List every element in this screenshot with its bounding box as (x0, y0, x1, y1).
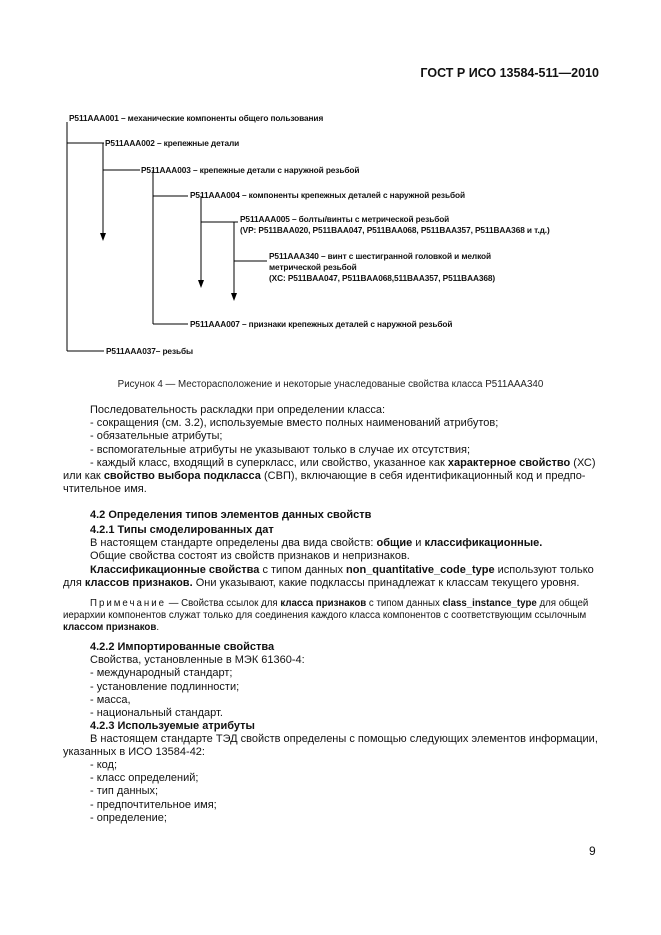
list-item: - обязательные атрибуты; (90, 430, 223, 443)
section-4-2-2-title: 4.2.2 Импортированные свойства (90, 641, 275, 653)
section-4-2-1-title: 4.2.1 Типы смоделированных дат (90, 524, 274, 536)
section-4-2-3-title: 4.2.3 Используемые атрибуты (90, 720, 255, 733)
node-p511aaa340-line2: метрической резьбой (269, 262, 357, 272)
paragraph: Общие свойства состоят из свойств признаков и непризнаков. (90, 550, 410, 563)
node-p511aaa004: P511AAA004 – компоненты крепежных деталей с наружной резьбой (190, 190, 465, 200)
node-p511aaa002: P511AAA002 – крепежные детали (105, 138, 240, 148)
document-header: ГОСТ Р ИСО 13584-511—2010 (420, 66, 599, 80)
list-item: - тип данных; (90, 785, 159, 798)
list-item: - установление подлинности; (90, 680, 240, 693)
node-p511aaa340: P511AAA340 – винт с шестигранной головкой и мелкой (269, 251, 491, 261)
paragraph-continued: для классов признаков. Они указывают, какие подклассы принадлежат к классам текущего уровня. (63, 577, 580, 589)
list-item: - каждый класс, входящий в суперкласс, или свойство, указанное как характерное свойство (ХС) (90, 456, 596, 469)
list-item: - масса, (90, 693, 131, 706)
list-item-continued: чтительное имя. (63, 483, 147, 496)
arrow-head-1 (100, 233, 106, 241)
section-4-2-title: 4.2 Определения типов элементов данных свойств (90, 509, 372, 521)
node-p511aaa001: P511AAA001 – механические компоненты общего пользования (69, 113, 324, 123)
node-p511aaa003: P511AAA003 – крепежные детали с наружной резьбой (141, 165, 360, 175)
paragraph: Свойства, установленные в МЭК 61360-4: (90, 654, 305, 667)
attributes-list (90, 759, 602, 825)
intro-section (90, 404, 602, 470)
list-item: - национальный стандарт. (90, 707, 223, 720)
paragraph: В настоящем стандарте определены два вида свойств: общие и классификационные. (90, 537, 543, 550)
list-item: - предпочтительное имя; (90, 798, 217, 811)
arrow-head-3 (231, 293, 237, 301)
list-item: - вспомогательные атрибуты не указывают только в случае их отсутствия; (90, 443, 471, 456)
node-p511aaa340-xc: (XC: P511BAA047, P511BAA068,511BAA357, P511BAA368) (269, 273, 496, 283)
list-item: - сокращения (см. 3.2), используемые вместо полных наименований атрибутов; (90, 417, 499, 430)
intro-paragraph: Последовательность раскладки при определении класса: (90, 404, 386, 416)
paragraph: В настоящем стандарте ТЭД свойств определены с помощью следующих элементов информации, (90, 733, 598, 746)
arrow-head-2 (198, 280, 204, 288)
note-block: Примечание — Свойства ссылок для класса признаков с типом данных class_instance_type для общей (90, 598, 589, 609)
list-item: - определение; (90, 811, 167, 824)
list-item: - международный стандарт; (90, 667, 233, 680)
note-continued: иерархии компонентов служат только для соединения каждого класса компонентов с соответствующим ссылочным классом признаков. (63, 610, 587, 633)
list-item-continued: или как свойство выбора подкласса (СВП), включающие в себя идентификационный код и предпо- (63, 470, 586, 482)
paragraph: Классификационные свойства с типом данных non_quantitative_code_type используют только (90, 563, 594, 576)
node-p511aaa007: P511AAA007 – признаки крепежных деталей с наружной резьбой (190, 319, 453, 329)
list-item: - класс определений; (90, 772, 199, 785)
intro-continuation (63, 470, 603, 496)
node-p511aaa037: P511AAA037– резьбы (106, 346, 193, 356)
section-4-2-2 (90, 641, 602, 747)
class-hierarchy-diagram (0, 0, 661, 370)
figure-caption: Рисунок 4 — Месторасположение и некоторые унаследованые свойства класса P511AAA340 (117, 379, 544, 390)
page-number: 9 (589, 844, 596, 858)
section-4-2-1 (90, 524, 602, 577)
list-item: - код; (90, 759, 118, 771)
paragraph-continued: указанных в ИСО 13584-42: (63, 746, 205, 758)
node-p511aaa005-vp: (VP: P511BAA020, P511BAA047, P511BAA068, P511BAA357, P511BAA368 и т.д.) (240, 225, 550, 235)
node-p511aaa005: P511AAA005 – болты/винты с метрической резьбой (240, 214, 450, 224)
